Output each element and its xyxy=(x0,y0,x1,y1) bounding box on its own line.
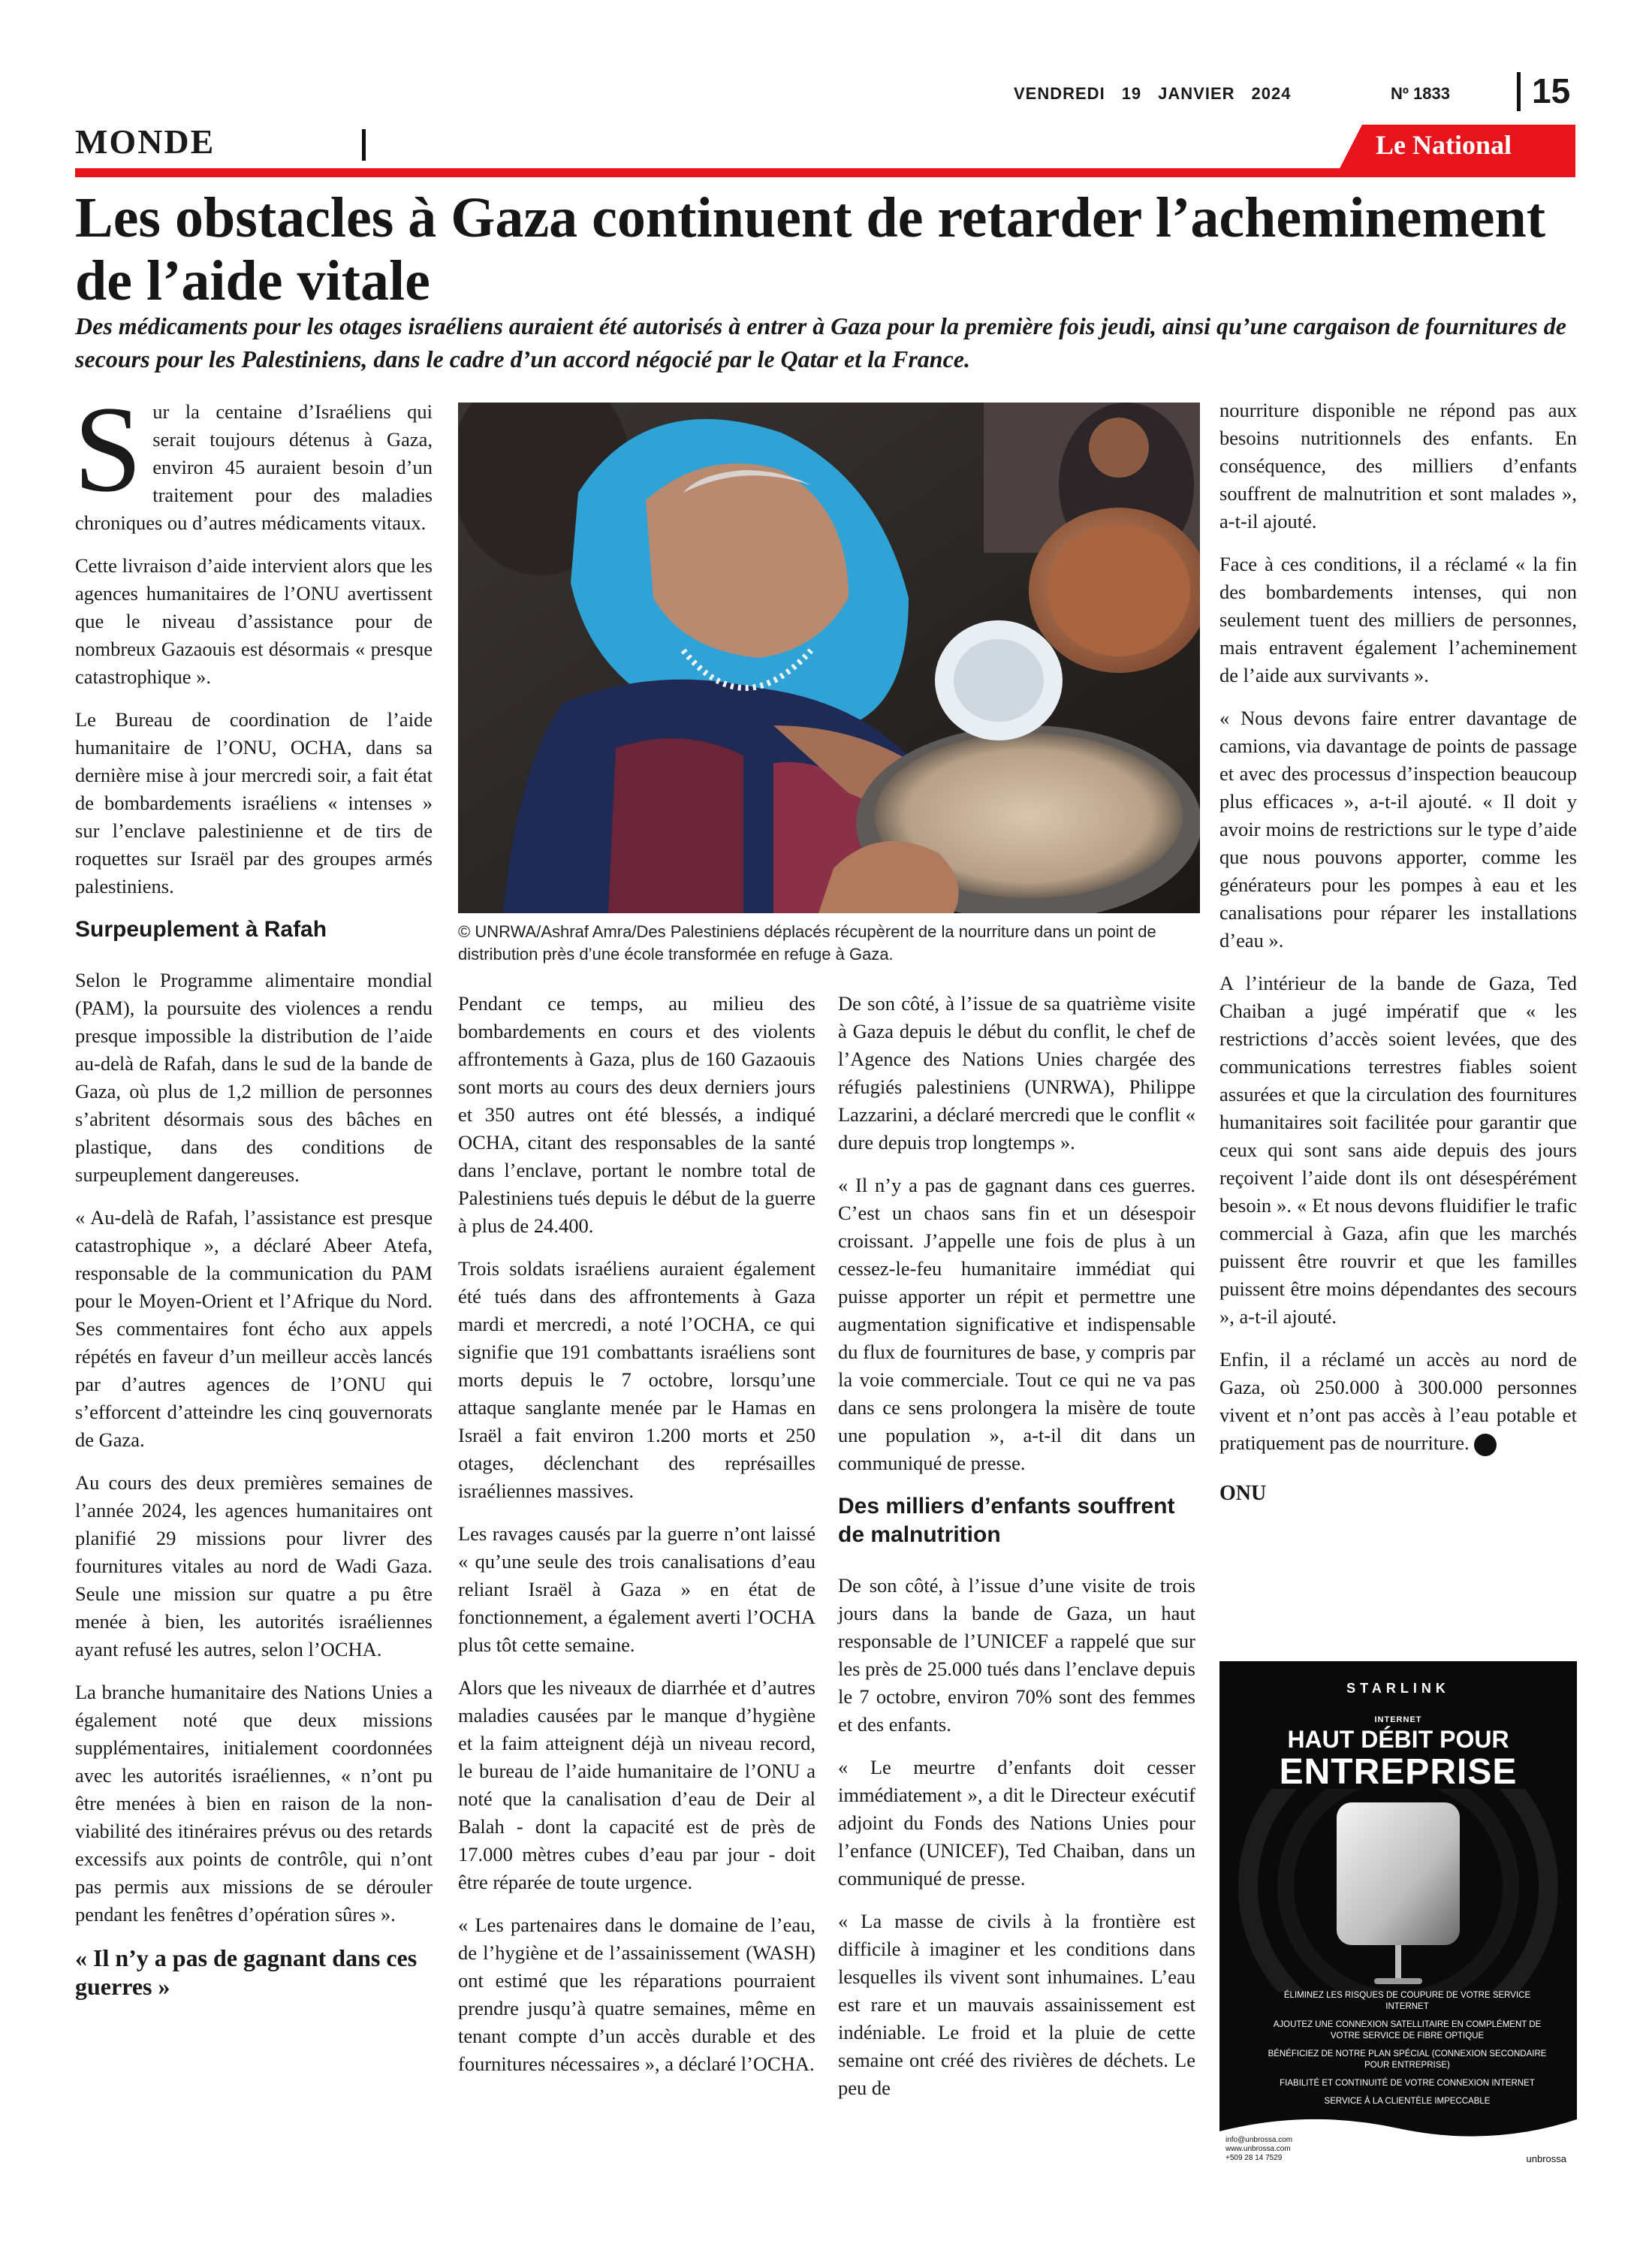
subheading-no-winner: « Il n’y a pas de gagnant dans ces guerres » xyxy=(75,1944,418,2000)
paragraph: « Le meurtre d’enfants doit cesser immédiatement », a dit le Directeur exécutif adjoint du Fonds des Nations Unies pour l’enfance (UNICEF), Ted Chaiban, dans un communiqué de presse. xyxy=(838,1756,1195,1890)
ad-benefits-list xyxy=(1265,1990,1550,2114)
paragraph: « Il n’y a pas de gagnant dans ces guerres. C’est un chaos sans fin et un désespoir croissant. J’appelle une fois de plus à un cessez-le-feu humanitaire immédiat qui puisse apporter un répit et permettre une augmentation significative et indispensable du flux de fournitures de base, y compris par la voie commerciale. Tout ce qui ne va pas dans ce sens prolongera la misère de toute une population », a-t-il dit dans un communiqué de presse. xyxy=(838,1174,1195,1474)
page-divider xyxy=(1517,72,1521,111)
ad-phone[interactable]: +509 28 14 7529 xyxy=(1225,2154,1283,2162)
article-signature: ONU xyxy=(1219,1482,1267,1505)
column-2 xyxy=(458,990,815,2093)
paragraph: nourriture disponible ne répond pas aux besoins nutritionnels des enfants. En conséquence, des milliers d’enfants souffrent de malnutrition et sont malades », a-t-il ajouté. xyxy=(1219,399,1577,532)
router-dish-icon xyxy=(1219,1789,1577,1992)
paragraph: Les ravages causés par la guerre n’ont laissé « qu’une seule des trois canalisations d’eau reliant Israël à Gaza » en état de fonctionnement, a également averti l’OCHA plus tôt cette semaine. xyxy=(458,1522,815,1656)
article-title: Les obstacles à Gaza continuent de retarder l’acheminement de l’aide vitale xyxy=(75,186,1546,312)
photo-illustration xyxy=(458,403,1200,913)
article-deck: Des médicaments pour les otages israéliens auraient été autorisés à entrer à Gaza pour la première fois jeudi, ainsi qu’une cargaison de fournitures de secours pour les Palestiniens, dans le cadre d’un accord négocié par le Qatar et la France. xyxy=(75,312,1566,372)
column-3 xyxy=(838,990,1195,2117)
paragraph: De son côté, à l’issue de sa quatrième visite à Gaza depuis le début du conflit, le chef de l’Agence des Nations Unies chargée des réfugiés palestiniens (UNRWA), Philippe Lazzarini, a déclaré mercredi que le conflit « dure depuis trop longtemps ». xyxy=(838,992,1195,1154)
date-year: 2024 xyxy=(1251,84,1292,103)
column-4 xyxy=(1219,397,1577,1522)
paragraph: Le Bureau de coordination de l’aide humanitaire de l’ONU, OCHA, dans sa dernière mise à jour mercredi soir, a fait état de bombardements israéliens « intenses » sur l’enclave palestinienne et de tirs de roquettes sur Israël par des groupes armés palestiniens. xyxy=(75,708,433,897)
paragraph: A l’intérieur de la bande de Gaza, Ted Chaiban a jugé impératif que « les restrictions d’accès soient levées, que des communications terrestres fiables soient assurées et que la circulation des fournitures humanitaires soit facilitée pour garantir que ceux qui sont sans aide depuis des jours reçoivent l’aide dont ils ont désespérément besoin ». « Et nous devons fluidifier le trafic commercial à Gaza, afin que les marchés puissent être rouvrir et que les familles puissent être moins dépendantes des secours », a-t-il ajouté. xyxy=(1219,972,1577,1328)
ad-benefit: SERVICE À LA CLIENTÈLE IMPECCABLE xyxy=(1324,2097,1491,2106)
paragraph: « Les partenaires dans le domaine de l’eau, de l’hygiène et de l’assainissement (WASH) ont estimé que les réparations pourraient prendre jusqu’à quatre semaines, même en tenant compte d’un accès durable et des fournitures nécessaires », a déclaré l’OCHA. xyxy=(458,1914,815,2075)
paragraph: Selon le Programme alimentaire mondial (PAM), la poursuite des violences a rendu presque impossible la distribution de l’aide au-delà de Rafah, dans le sud de la bande de Gaza, où plus de 1,2 million de personnes s’abritent désormais sous des bâches en plastique, dans des conditions de surpeuplement dangereuses. xyxy=(75,969,433,1186)
ad-headline-line2: ENTREPRISE xyxy=(1279,1752,1518,1792)
section-divider xyxy=(362,129,366,161)
date-number: 19 xyxy=(1121,84,1142,103)
brand-name: Le National xyxy=(1376,130,1512,160)
advertisement[interactable] xyxy=(1219,1661,1577,2173)
ad-benefit: ÉLIMINEZ LES RISQUES DE COUPURE DE VOTRE SERVICE INTERNET xyxy=(1283,1991,1531,2011)
paragraph: Au cours des deux premières semaines de l’année 2024, les agences humanitaires ont planifié 29 missions pour livrer des fournitures vitales au nord de Wadi Gaza. Seule une mission sur quatre a pu être menée à bien, les autorités israéliennes ayant refusé les autres, selon l’OCHA. xyxy=(75,1471,433,1660)
date-month: JANVIER xyxy=(1158,84,1235,103)
ad-contact[interactable] xyxy=(1225,2136,1292,2163)
subheading-rafah: Surpeuplement à Rafah xyxy=(75,917,327,942)
page-number: 15 xyxy=(1532,71,1571,110)
ad-website[interactable]: www.unbrossa.com xyxy=(1225,2145,1291,2153)
column-1 xyxy=(74,382,433,2019)
ad-kicker: INTERNET xyxy=(1374,1715,1422,1724)
end-of-article-icon xyxy=(1474,1434,1497,1456)
final-paragraph xyxy=(1219,1346,1577,1457)
ad-email[interactable]: info@unbrossa.com xyxy=(1225,2136,1293,2144)
lead-text: ur la centaine d’Israéliens qui serait toujours détenus à Gaza, environ 45 auraient besoin d’un traitement pour des maladies chroniques ou d’autres médicaments vitaux. xyxy=(75,400,433,534)
ad-headline-line1: HAUT DÉBIT POUR xyxy=(1287,1726,1509,1753)
article-photo xyxy=(458,403,1200,913)
ad-brand: STARLINK xyxy=(1346,1681,1450,1696)
issue-number: Nº 1833 xyxy=(1391,84,1450,103)
paragraph: Alors que les niveaux de diarrhée et d’autres maladies causées par le manque d’hygiène et la faim atteignent déjà un niveau record, le bureau de l’aide humanitaire de l’ONU a noté que la canalisation d’eau de Deir al Balah - dont la capacité est de près de 17.000 mètres cubes d’eau par jour - doit être réparée de toute urgence. xyxy=(458,1676,815,1893)
ad-logo: unbrossa xyxy=(1526,2153,1566,2164)
photo-caption: © UNRWA/Ashraf Amra/Des Palestiniens déplacés récupèrent de la nourriture dans un point de distribution près d’une école transformée en refuge à Gaza. xyxy=(458,922,1156,964)
final-text: Enfin, il a réclamé un accès au nord de Gaza, où 250.000 à 300.000 personnes vivent et n’ont pas accès à l’eau potable et pratiquement pas de nourriture. xyxy=(1219,1348,1577,1454)
ad-benefit: BÉNÉFICIEZ DE NOTRE PLAN SPÉCIAL (CONNEXION SECONDAIRE POUR ENTREPRISE) xyxy=(1268,2049,1547,2070)
paragraph: « Nous devons faire entrer davantage de camions, via davantage de points de passage et avec des processus d’inspection beaucoup plus efficaces », a-t-il ajouté. « Il doit y avoir moins de restrictions sur le type d’aide que nous pouvons apporter, comme les générateurs pour les pompes à eau et les canalisations pour réparer les installations d’eau ». xyxy=(1219,707,1577,952)
paragraph: Cette livraison d’aide intervient alors que les agences humanitaires de l’ONU avertissent que le niveau d’assistance pour de nombreux Gazaouis est désormais « presque catastrophique ». xyxy=(75,554,433,688)
subheading-malnutrition: Des milliers d’enfants souffrent de malnutrition xyxy=(838,1494,1175,1547)
paragraph: Face à ces conditions, il a réclamé « la fin des bombardements intenses, qui non seulement tuent des milliers de personnes, mais entravent également l’acheminement de l’aide aux survivants ». xyxy=(1219,553,1577,686)
paragraph: La branche humanitaire des Nations Unies a également noté que deux missions supplémentaires, initialement coordonnées avec les autorités israéliennes, « n’ont pu être menées à bien en raison de la non-viabilité des itinéraires prévus ou des retards excessifs aux points de contrôle, qui n’ont pas permis aux missions de se dérouler pendant les fenêtres d’opération sûres ». xyxy=(75,1681,433,1926)
section-label: MONDE xyxy=(75,122,216,161)
drop-cap: S xyxy=(74,382,143,517)
paragraph: De son côté, à l’issue d’une visite de trois jours dans la bande de Gaza, un haut responsable de l’UNICEF a rappelé que sur les près de 25.000 tués dans l’enclave depuis le 7 octobre, environ 70% sont des femmes et des enfants. xyxy=(838,1574,1195,1736)
paragraph: « La masse de civils à la frontière est difficile à imaginer et les conditions dans lesquelles ils vivent sont inhumaines. L’eau est rare et un mauvais assainissement est indéniable. Le froid et la pluie de cette semaine ont créé des rivières de déchets. Le peu de xyxy=(838,1910,1195,2099)
date-day: VENDREDI xyxy=(1014,84,1105,103)
issue-date xyxy=(1014,84,1307,104)
paragraph: « Au-delà de Rafah, l’assistance est presque catastrophique », a déclaré Abeer Atefa, responsable de la communication du PAM pour le Moyen-Orient et l’Afrique du Nord. Ses commentaires font écho aux appels répétés en faveur d’un meilleur accès lancés par d’autres agences de l’ONU qui s’efforcent d’atteindre les cinq gouvernorats de Gaza. xyxy=(75,1206,433,1451)
ad-benefit: FIABILITÉ ET CONTINUITÉ DE VOTRE CONNEXION INTERNET xyxy=(1280,2079,1535,2088)
paragraph: Pendant ce temps, au milieu des bombardements en cours et des violents affrontements à Gaza, plus de 160 Gazaouis sont morts au cours des deux derniers jours et 350 autres ont été blessés, a indiqué OCHA, citant des responsables de la santé dans l’enclave, portant le nombre total de Palestiniens tués depuis le début de la guerre à plus de 24.400. xyxy=(458,992,815,1237)
lead-paragraph xyxy=(74,382,433,537)
paragraph: Trois soldats israéliens auraient également été tués dans des affrontements à Gaza mardi et mercredi, a noté l’OCHA, ce qui signifie que 191 combattants israéliens sont morts depuis le 7 octobre, lorsqu’une attaque sanglante menée par le Hamas en Israël a fait environ 1.200 morts et 250 otages, déclenchant des représailles israéliennes massives. xyxy=(458,1257,815,1502)
ad-benefit: AJOUTEZ UNE CONNEXION SATELLITAIRE EN COMPLÉMENT DE VOTRE SERVICE DE FIBRE OPTIQUE xyxy=(1273,2020,1542,2040)
